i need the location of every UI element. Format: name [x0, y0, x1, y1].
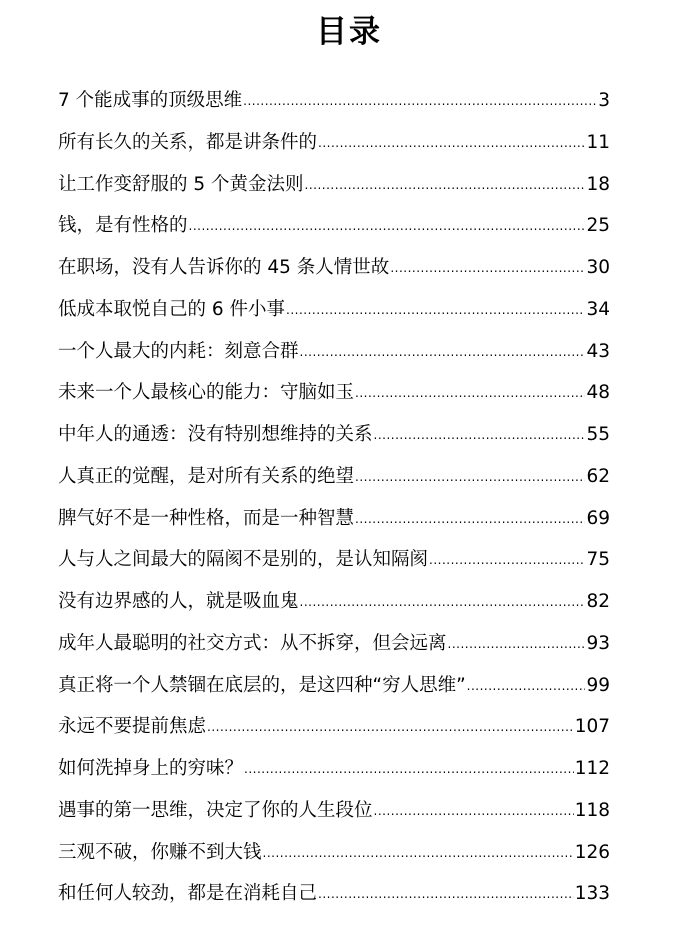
toc-entry-title: 在职场，没有人告诉你的 45 条人情世故 — [58, 257, 390, 278]
toc-entry[interactable] — [58, 796, 610, 838]
toc-entry-title: 让工作变舒服的 5 个黄金法则 — [58, 173, 304, 195]
toc-entry-title: 和任何人较劲，都是在消耗自己 — [58, 883, 318, 905]
toc-entry[interactable] — [58, 337, 610, 379]
toc-entry-page-number: 3 — [598, 90, 610, 111]
toc-entry[interactable] — [58, 754, 610, 796]
toc-entry[interactable] — [58, 462, 610, 504]
dot-leader — [467, 671, 586, 701]
toc-entry-title: 三观不破，你赚不到大钱 — [58, 841, 262, 863]
dot-leader — [448, 629, 586, 659]
toc-entry-title: 如何洗掉身上的穷味？ — [58, 758, 244, 779]
toc-entry-title: 中年人的通透：没有特别想维持的关系 — [58, 424, 373, 445]
dot-leader — [429, 545, 585, 575]
dot-leader — [189, 211, 586, 241]
toc-list — [58, 86, 610, 921]
toc-entry-page-number: 48 — [586, 382, 610, 404]
toc-entry[interactable] — [58, 879, 610, 921]
toc-entry-page-number: 69 — [586, 507, 610, 529]
dot-leader — [207, 712, 574, 742]
dot-leader — [318, 128, 585, 158]
toc-entry-title: 没有边界感的人，就是吸血鬼 — [58, 591, 299, 612]
toc-entry-page-number: 118 — [574, 799, 610, 821]
toc-entry-title: 永远不要提前焦虑 — [58, 716, 207, 738]
toc-entry[interactable] — [58, 712, 610, 754]
dot-leader — [244, 754, 574, 784]
toc-entry[interactable] — [58, 253, 610, 295]
toc-entry-page-number: 34 — [586, 298, 610, 320]
dot-leader — [355, 504, 585, 534]
toc-entry-page-number: 25 — [586, 215, 610, 237]
dot-leader — [390, 253, 585, 283]
toc-entry-page-number: 55 — [586, 424, 610, 445]
toc-entry[interactable] — [58, 128, 610, 170]
toc-entry[interactable] — [58, 295, 610, 337]
dot-leader — [318, 879, 574, 909]
toc-entry-page-number: 43 — [586, 340, 610, 362]
toc-entry-title: 低成本取悦自己的 6 件小事 — [58, 298, 286, 320]
page-title: 目录 — [316, 14, 382, 50]
toc-entry-title: 人与人之间最大的隔阂不是别的，是认知隔阂 — [58, 549, 429, 571]
toc-entry[interactable] — [58, 629, 610, 671]
dot-leader — [355, 378, 585, 408]
dot-leader — [286, 295, 585, 325]
toc-entry-title: 未来一个人最核心的能力：守脑如玉 — [58, 382, 355, 404]
toc-entry-title: 7 个能成事的顶级思维 — [58, 90, 243, 111]
toc-entry-page-number: 11 — [586, 131, 610, 153]
toc-entry-page-number: 30 — [586, 257, 610, 278]
toc-entry-title: 成年人最聪明的社交方式：从不拆穿，但会远离 — [58, 632, 447, 654]
dot-leader — [300, 337, 586, 367]
toc-entry[interactable] — [58, 420, 610, 462]
toc-entry-page-number: 18 — [586, 173, 610, 195]
dot-leader — [300, 587, 586, 617]
dot-leader — [263, 838, 574, 868]
toc-entry[interactable] — [58, 378, 610, 420]
toc-entry-page-number: 82 — [586, 591, 610, 612]
toc-entry[interactable] — [58, 211, 610, 253]
dot-leader — [305, 170, 586, 200]
toc-entry-page-number: 126 — [574, 841, 610, 863]
dot-leader — [355, 462, 585, 492]
toc-entry-page-number: 107 — [574, 716, 610, 738]
toc-entry-title: 一个人最大的内耗：刻意合群 — [58, 340, 299, 362]
dot-leader — [243, 86, 597, 116]
toc-entry-title: 遇事的第一思维，决定了你的人生段位 — [58, 799, 373, 821]
toc-entry-title: 人真正的觉醒，是对所有关系的绝望 — [58, 465, 355, 487]
toc-entry[interactable] — [58, 545, 610, 587]
toc-entry-title: 钱，是有性格的 — [58, 215, 188, 237]
toc-entry-page-number: 112 — [574, 758, 610, 779]
toc-entry[interactable] — [58, 170, 610, 212]
toc-entry[interactable] — [58, 504, 610, 546]
dot-leader — [374, 420, 586, 450]
toc-entry-title: 真正将一个人禁锢在底层的，是这四种“穷人思维” — [58, 674, 466, 696]
toc-entry-page-number: 99 — [586, 674, 610, 696]
toc-entry[interactable] — [58, 838, 610, 880]
toc-entry-page-number: 133 — [574, 883, 610, 905]
dot-leader — [374, 796, 574, 826]
toc-entry[interactable] — [58, 86, 610, 128]
toc-entry[interactable] — [58, 671, 610, 713]
toc-entry[interactable] — [58, 587, 610, 629]
toc-entry-page-number: 62 — [586, 465, 610, 487]
toc-entry-page-number: 93 — [586, 632, 610, 654]
toc-entry-title: 脾气好不是一种性格，而是一种智慧 — [58, 507, 355, 529]
toc-entry-title: 所有长久的关系，都是讲条件的 — [58, 131, 318, 153]
toc-entry-page-number: 75 — [586, 549, 610, 571]
